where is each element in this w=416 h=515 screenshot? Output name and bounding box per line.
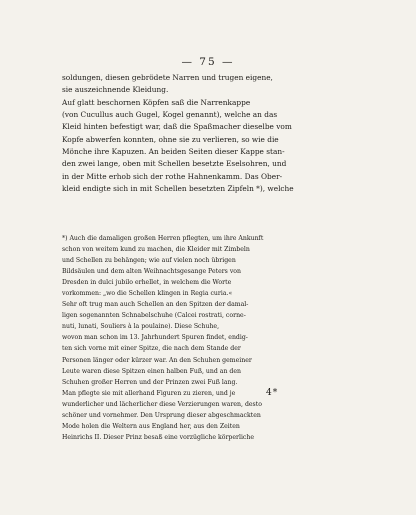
footnote-line: Bildsäulen und dem alten Weihnachtsgesange Peters von	[62, 267, 242, 276]
footnote-line: ligen sogenannten Schnabelschuhe (Calcei rostrati, corne-	[62, 311, 246, 320]
footnote-line: Mode holen die Weltern aus England her, aus den Zeiten	[62, 421, 240, 430]
footnote-line: Heinrichs II. Dieser Prinz besaß eine vorzügliche körperliche	[62, 432, 255, 441]
body-line: soldungen, diesen gebrödete Narren und trugen eigene,	[62, 73, 273, 82]
body-line: in der Mitte erhob sich der rothe Hahnenkamm. Das Ober-	[62, 171, 283, 181]
body-line: Kopfe abwerfen konnten, ohne sie zu verlieren, so wie die	[62, 134, 279, 144]
footnote-line: ten sich vorne mit einer Spitze, die nach dem Stande der	[62, 344, 241, 353]
body-line: Mönche ihre Kapuzen. An beiden Seiten dieser Kappe stan-	[62, 147, 285, 157]
footnote-line: *) Auch die damaligen großen Herren pflegten, um ihre Ankunft	[62, 234, 264, 242]
footnote	[62, 233, 347, 443]
footnote-line: schon von weitem kund zu machen, die Kleider mit Zimbeln	[62, 245, 250, 254]
footnote-line: Man pflegte sie mit allerhand Figuren zu zieren, und je	[62, 388, 236, 397]
body-line: (von Cucullus auch Gugel, Kogel genannt), welche an das	[62, 110, 278, 120]
body-line: Auf glatt beschornen Köpfen saß die Narrenkappe	[62, 97, 251, 107]
body-line: sie auszeichnende Kleidung.	[62, 85, 169, 95]
footnote-line: wunderlicher und lächerlicher diese Verzierungen waren, desto	[62, 399, 262, 408]
footnote-line: Personen länger oder kürzer war. An den Schuhen gemeiner	[62, 355, 252, 364]
footnote-line: Dresden in dulci jubilo erhellet, in welchem die Worte	[62, 278, 232, 287]
footnote-line: und Schellen zu behängen; wie auf vielen noch übrigen	[62, 256, 236, 265]
body-line: kleid endigte sich in mit Schellen besetzten Zipfeln *), welche	[62, 184, 294, 194]
body-line: den zwei lange, oben mit Schellen besetzte Eselsohren, und	[62, 159, 287, 169]
footnote-line: wovon man schon im 13. Jahrhundert Spuren findet, endig-	[62, 333, 248, 342]
body-text	[62, 72, 353, 195]
body-line: Kleid hinten befestigt war, daß die Spaßmacher dieselbe vom	[62, 122, 292, 132]
footnote-line: Leute waren diese Spitzen einen halben Fuß, und an den	[62, 366, 241, 375]
footnote-line: schöner und vornehmer. Den Ursprung dieser abgeschmackten	[62, 410, 261, 419]
footnote-line: Schuhen großer Herren und der Prinzen zwei Fuß lang.	[62, 377, 238, 386]
page-number: — 75 —	[181, 56, 235, 68]
footnote-line: Sehr oft trug man auch Schellen an den Spitzen der damal-	[62, 300, 249, 309]
footnote-line: vorkommen: „wo die Schellen klingen in Regia curia.«	[62, 289, 233, 298]
signature-mark: 4*	[266, 388, 279, 398]
footnote-line: nuti, lunati, Souliers à la poulaine). Diese Schuhe,	[62, 322, 220, 331]
